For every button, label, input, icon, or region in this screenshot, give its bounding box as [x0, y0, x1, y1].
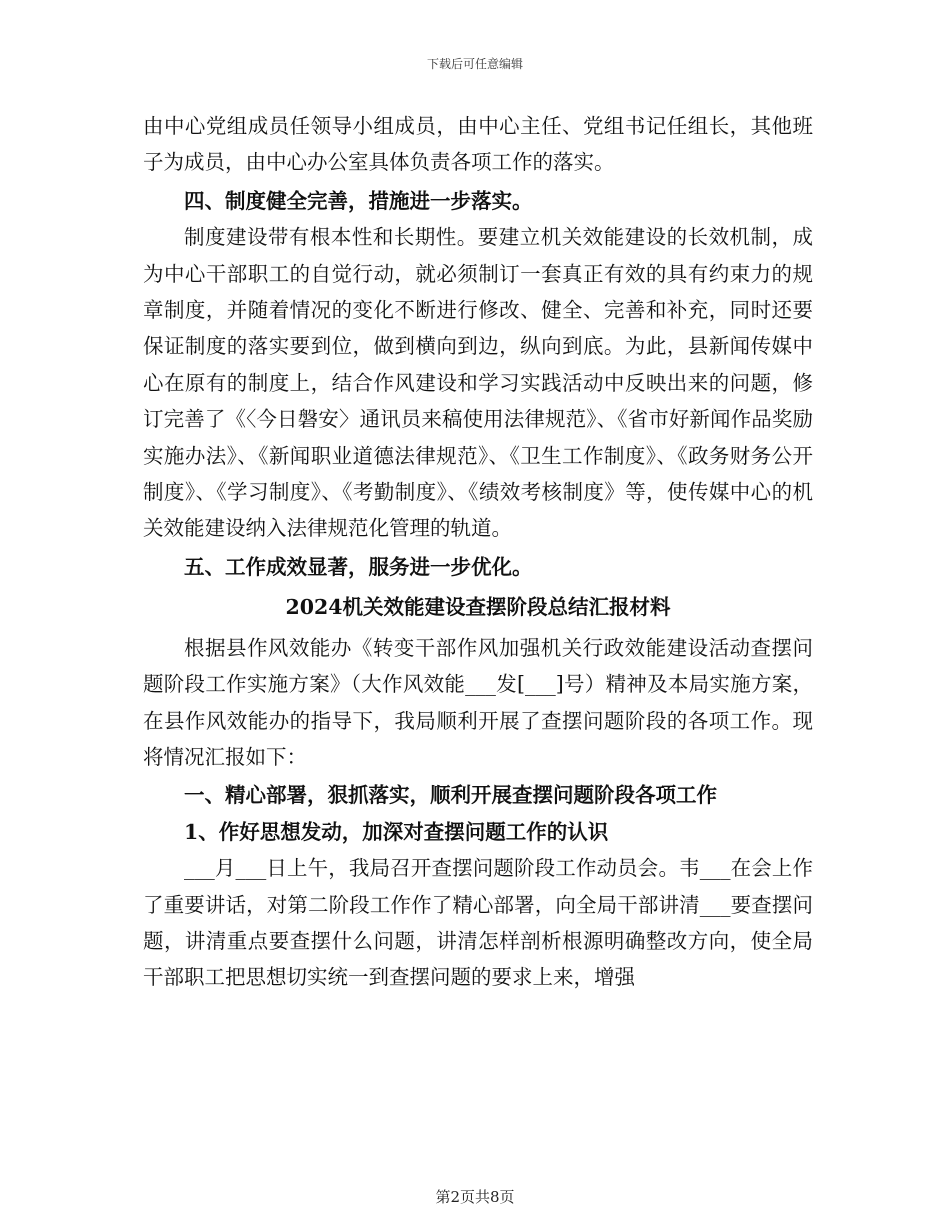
document-body: [143, 108, 813, 996]
document-title: 2024机关效能建设查摆阶段总结汇报材料: [285, 595, 671, 620]
paragraph-system-building: 制度建设带有根本性和长期性。要建立机关效能建设的长效机制，成为中心干部职工的自觉行动，就必须制订一套真正有效的具有约束力的规章制度，并随着情况的变化不断进行修改、健全、完善和补充，同时还要保证制度的落实要到位，做到横向到边，纵向到底。为此，县新闻传媒中心在原有的制度上，结合作风建设和学习实践活动中反映出来的问题，修订完善了《〈今日磐安〉通讯员来稿使用法律规范》、《省市好新闻作品奖励实施办法》、《新闻职业道德法律规范》、《卫生工作制度》、《政务财务公开制度》、《学习制度》、《考勤制度》、《绩效考核制度》等，使传媒中心的机关效能建设纳入法律规范化管理的轨道。: [143, 225, 813, 541]
heading-section-5: 五、工作成效显著，服务进一步优化。: [184, 554, 533, 579]
paragraph-leadership-group: 由中心党组成员任领导小组成员，由中心主任、党组书记任组长，其他班子为成员，由中心办公室具体负责各项工作的落实。: [143, 114, 813, 175]
heading-section-4: 四、制度健全完善，措施进一步落实。: [184, 188, 533, 213]
paragraph-introduction: 根据县作风效能办《转变干部作风加强机关行政效能建设活动查摆问题阶段工作实施方案》（大作风效能___发[___]号）精神及本局实施方案，在县作风效能办的指导下，我局顺利开展了查摆问题阶段的各项工作。现将情况汇报如下：: [143, 635, 813, 769]
page-header-note: 下载后可任意编辑: [426, 57, 523, 71]
page-number: 第2页共8页: [435, 1188, 515, 1206]
heading-part-1: 一、精心部署，狠抓落实，顺利开展查摆问题阶段各项工作: [184, 783, 717, 808]
heading-item-1: 1、作好思想发动，加深对查摆问题工作的认识: [184, 819, 609, 844]
paragraph-mobilization-meeting: ___月___日上午，我局召开查摆问题阶段工作动员会。韦___在会上作了重要讲话，对第二阶段工作作了精心部署，向全局干部讲清___要查摆问题，讲清重点要查摆什么问题，讲清怎样剖析根源明确整改方向，使全局干部职工把思想切实统一到查摆问题的要求上来，增强: [143, 856, 813, 990]
